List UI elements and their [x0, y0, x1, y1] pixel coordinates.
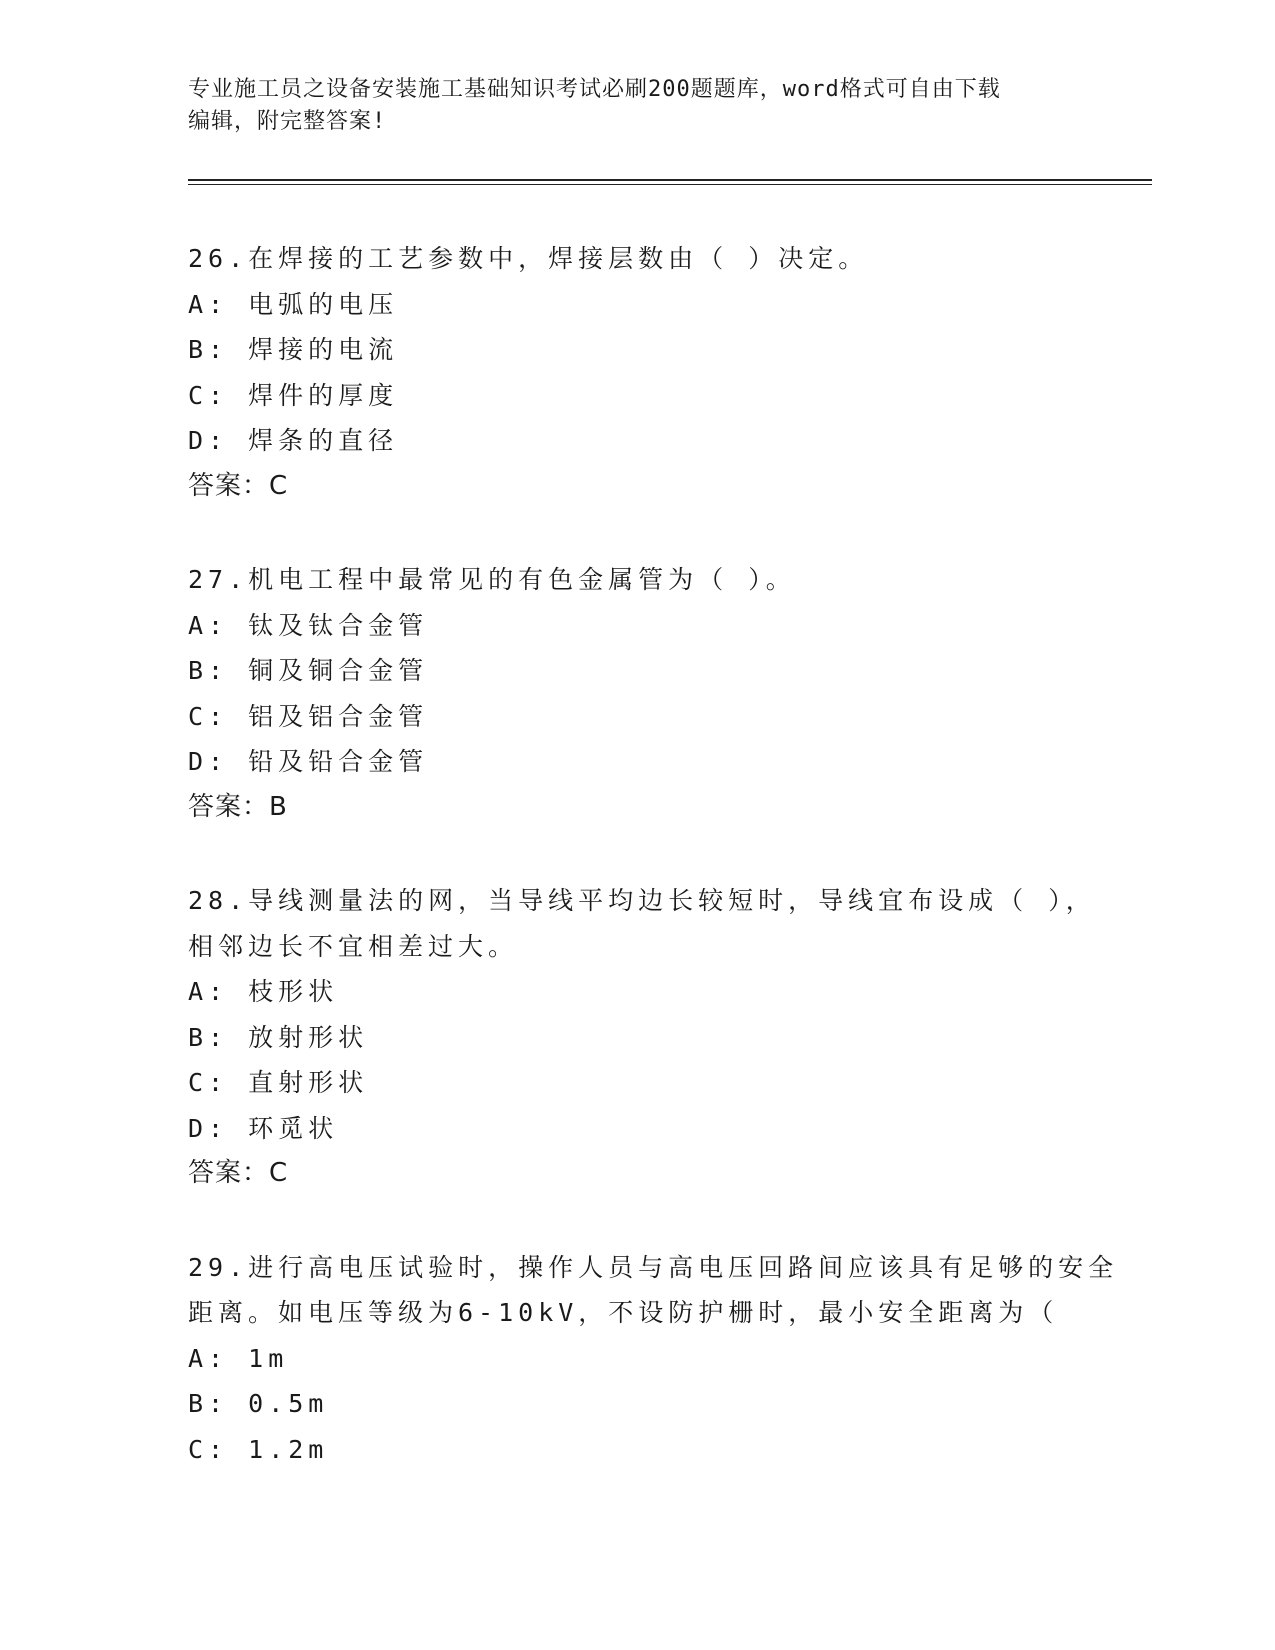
question-item [188, 878, 1096, 1197]
header-divider-thin [188, 184, 1152, 185]
option-a: A: 电弧的电压 [188, 289, 399, 319]
option-a: A: 1m [188, 1343, 289, 1373]
option-b: B: 放射形状 [188, 1022, 369, 1052]
option-a: A: 钛及钛合金管 [188, 610, 429, 640]
question-item [188, 1245, 1119, 1473]
question-list [188, 236, 1119, 1520]
answer-label: 答案：B [188, 791, 288, 822]
document-header [188, 74, 1088, 138]
option-b: B: 0.5m [188, 1389, 329, 1418]
answer-label: 答案：C [188, 470, 289, 501]
option-b: B: 铜及铜合金管 [188, 656, 429, 685]
option-b: B: 焊接的电流 [188, 335, 399, 364]
option-d: D: 铅及铅合金管 [188, 747, 429, 776]
option-a: A: 枝形状 [188, 977, 339, 1006]
question-stem-continued: 距离。如电压等级为6-10kV，不设防护栅时，最小安全距离为（ [188, 1298, 1059, 1327]
option-c: C: 直射形状 [188, 1068, 369, 1097]
option-c: C: 焊件的厚度 [188, 380, 399, 410]
answer-label: 答案：C [188, 1158, 289, 1188]
option-c: C: 铝及铝合金管 [188, 701, 429, 731]
header-divider [188, 179, 1152, 181]
option-d: D: 焊条的直径 [188, 426, 399, 455]
header-line-2: 编辑，附完整答案! [188, 109, 387, 134]
question-stem: 26.在焊接的工艺参数中，焊接层数由（ ）决定。 [188, 244, 869, 273]
question-stem: 29.进行高电压试验时，操作人员与高电压回路间应该具有足够的安全 [188, 1252, 1119, 1282]
question-item [188, 557, 1088, 830]
option-c: C: 1.2m [188, 1434, 329, 1464]
header-line-1: 专业施工员之设备安装施工基础知识考试必刷200题题库，word格式可自由下载 [188, 77, 1001, 102]
question-stem-continued: 相邻边长不宜相差过大。 [188, 931, 519, 961]
question-stem: 28.导线测量法的网，当导线平均边长较短时，导线宜布设成（ ）， [188, 886, 1096, 915]
question-item [188, 236, 1088, 509]
question-stem: 27.机电工程中最常见的有色金属管为（ ）。 [188, 565, 796, 594]
option-d: D: 环觅状 [188, 1113, 339, 1143]
